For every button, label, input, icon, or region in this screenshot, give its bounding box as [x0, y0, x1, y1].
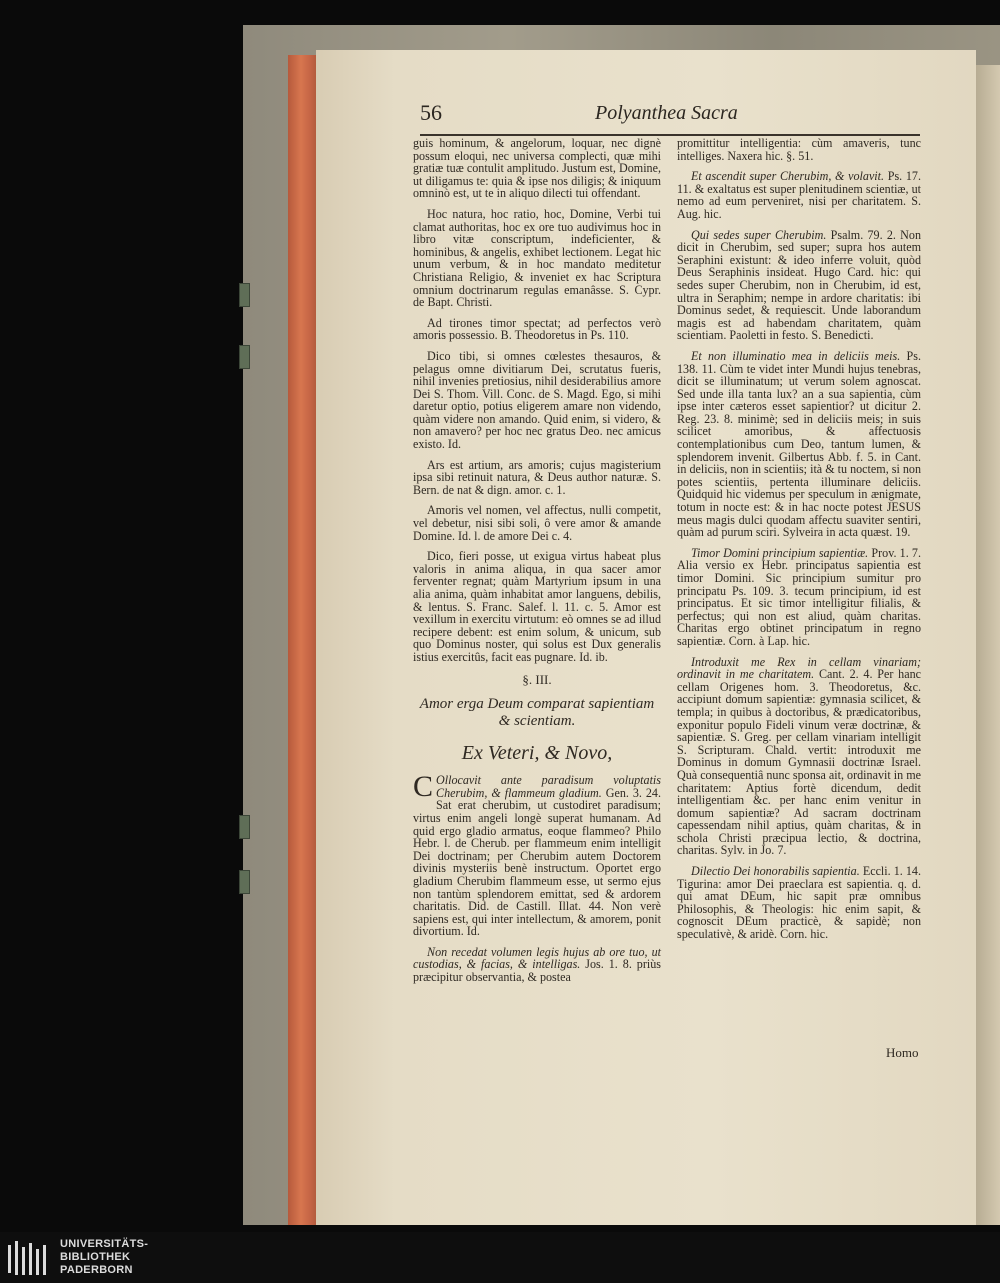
clasp-hinge	[239, 815, 250, 839]
paragraph: promittitur intelligentia: cùm amaveris, tunc intelliges. Naxera hic. §. 51.	[677, 136, 921, 163]
commentary: Ps. 138. 11. Cùm te videt inter Mundi hujus tenebras, dicit se illuminatum; ut verum solem agnoscat. Sed unde illa tanta lux? an a sua sapientia, cùm ipse inter cæteros esset sapientior? ut dicitur 2. Reg. 23. 8. minimè; sed in deliciis meis; in suis scilicet amoribus, & affectuosis contemplationibus cum Deo, tantum lumen, & splendorem invenit. Gilbertus Abb. f. 5. in Cant. in deliciis, non in scientiis; ità & tu noctem, si non potes scientiis, pertenta illuminare deliciis. Quidquid hic videmus per speculum in ænigmate, totum in nocte est: & in hac nocte potest JESUS meus magis dulci quodam affectu suaviter sentiri, quàm ad purum sciri. Sylveira in acta quæst. 19.	[677, 348, 921, 540]
library-logo-icon	[6, 1239, 50, 1279]
scripture-quote: Et ascendit super Cherubim, & volavit.	[691, 169, 885, 184]
clasp-hinge	[239, 345, 250, 369]
paragraph	[677, 865, 921, 941]
paragraph: Dico tibi, si omnes cœlestes thesauros, & pelagus omne divitiarum Dei, scrutatus fueris, nihil invenies pretiosius, nihil desiderabilius amore Dei S. Thom. Vill. Conc. de S. Magd. Ego, si mihi daretur optio, potius eligerem amare non videndo, quàm videre non amando. Quid enim, si videro, & non amavero? per hoc nec gratus Deo. nec amicus existo. Id.	[413, 348, 661, 452]
paragraph	[677, 229, 921, 342]
paragraph: Ars est artium, ars amoris; cujus magisterium ipsa sibi retinuit natura, & Deus author naturæ. S. Bern. de nat & dign. amor. c. 1.	[413, 457, 661, 497]
scripture-quote: Qui sedes super Cherubim.	[691, 227, 827, 242]
paragraph	[677, 547, 921, 648]
paragraph	[677, 170, 921, 220]
paragraph	[677, 350, 921, 539]
library-name-line: BIBLIOTHEK	[60, 1251, 131, 1263]
library-footer	[0, 1232, 1000, 1283]
section-subtitle: Ex Veteri, & Novo,	[461, 742, 613, 765]
facing-page-edge	[976, 65, 1000, 1225]
commentary: Eccli. 1. 14. Tigurina: amor Dei praeclara est sapientia. q. d. qui amat DEum, hic sapit præ omnibus Philosophis, & Theologis: hic enim sapit, & cognoscit DEum practicè, & sapidè; non speculativè, & aridè. Corn. hic.	[677, 864, 921, 942]
paragraph	[413, 946, 661, 984]
paragraph: Dico, fieri posse, ut exigua virtus habeat plus valoris in anima aliqua, in qua sacer amor ferventer regnat; quàm Martyrium ipsum in una alia anima, quàm inhabitat amor languens, debilis, & lentus. S. Franc. Salef. l. 11. c. 5. Amor est vexillum in exercitu virtutum: eò omnes se ad illud recipere debent: est enim solum, & unicum, sub quo Dominus noster, qui solus est Dux generalis istius exercitûs, facit eas pugnare. Id. ib.	[413, 549, 661, 664]
paragraph	[413, 770, 661, 939]
scripture-quote: Ollocavit ante paradisum voluptatis Cherubim, & flammeum gladium.	[436, 773, 661, 800]
commentary: Jos. 1. 8. priùs præcipitur observantia, & postea	[413, 957, 661, 985]
library-name-line: UNIVERSITÄTS-	[60, 1238, 149, 1250]
page-number: 56	[420, 100, 442, 125]
commentary: Prov. 1. 7. Alia versio ex Hebr. principatus sapientia est timor Domini. Sic principium sumitur pro principatu Ps. 109. 3. tecum principium, id est principatus. Et sic timor intelligitur filialis, & perfectus; qui non est aliud, quàm charitas. Charitas ergo obtinet principatum in regno sapientiæ. Corn. à Lap. hic.	[677, 545, 921, 648]
catchword: Homo	[886, 1045, 919, 1060]
scripture-quote: Timor Domini principium sapientiæ.	[691, 545, 869, 560]
right-column	[677, 137, 921, 949]
clasp-hinge	[239, 870, 250, 894]
scripture-quote: Et non illuminatio mea in deliciis meis.	[691, 348, 901, 363]
commentary: Cant. 2. 4. Per hanc cellam Origenes hom. 3. Theodoretus, &c. accipiunt domum sapientiæ: gymnasia scilicet, & templa; in quibus à doctoribus, & prædicatoribus, exponitur populo Fideli vinum veræ doctrinæ, & sapientiæ. S. Greg. per cellam vinariam intelligit S. Scripturam. Chald. vertit: introduxit me Dominus in domum Gymnasii doctrinæ Israel. Quà consequentiâ nunc sponsa ait, ordinavit in me charitatem: Aptius fortè dicendum, dedit intelligentiam &c. per hanc enim venitur in domum sapientiæ? Ad sacram doctrinam capessendam nihil aptius, quàm charitas, & in schola Christi præcipua lectio, & doctrina, charitas. Sylv. in Jo. 7.	[677, 667, 921, 858]
clasp-hinge	[239, 283, 250, 307]
library-name-line: PADERBORN	[60, 1264, 133, 1276]
paragraph: Amoris vel nomen, vel affectus, nulli competit, vel debetur, nisi sibi soli, ô vere amor & amande Domine. Id. l. de amore Dei c. 4.	[413, 503, 661, 543]
section-title: Amor erga Deum comparat sapientiam & scientiam.	[419, 696, 655, 730]
paragraph: Hoc natura, hoc ratio, hoc, Domine, Verbi tui clamat authoritas, hoc ex ore tuo audivimus hoc in libro vitæ conscriptum, indeficienter, & hominibus, & angelis, exhibet lectionem. Legat hic unum verbum, & in hoc mandato meditetur Christiana Religio, & inveniet ex hac Scriptura omnium doctrinarum regulas emanâsse. S. Cypr. de Bapt. Christi.	[413, 206, 661, 310]
section-label: §. III.	[522, 671, 552, 687]
running-title: Polyanthea Sacra	[595, 102, 738, 124]
paragraph	[677, 656, 921, 858]
scripture-quote: Dilectio Dei honorabilis sapientia.	[691, 864, 860, 879]
scripture-quote: Non recedat volumen legis hujus ab ore tuo, ut custodias, & facias, & intelligas.	[413, 944, 661, 972]
commentary: Gen. 3. 24. Sat erat cherubim, ut custodiret paradisum; virtus enim angeli longè superat humanam. Ad quid ergo gladio armatus, eoque flammeo? Philo Hebr. l. de Cherub. per flammeum enim intelligit Dei doctrinam; per Cherubim autem Doctorem divinis mysteriis benè instructum. Oportet ergo gladium Cherubim flammeum esse, ut sermo ejus non tantùm splendorem emittat, sed & ardorem charitatis. Did. de Castill. Illat. 44. Non verè sapiens est, qui inter intellectum, & amorem, ponit divortium. Id.	[413, 785, 661, 939]
commentary: Psalm. 79. 2. Non dicit in Cherubim, sed super; supra hos autem Seraphini existunt: & ideo inferre voluit, quòd Deus Seraphinis insideat. Hugo Card. hic: qui sedes super Cherubim, non in Cherubim, id est, ultra in Seraphim; nempe in ardore charitatis: ibi Dominus sedet, & requiescit. Unde laborandum magis est ad habendam charitatem, quàm scientiam. Paoletti in festo. S. Benedicti.	[677, 227, 921, 343]
drop-capital: C	[413, 770, 434, 804]
paragraph: Ad tirones timor spectat; ad perfectos verò amoris possessio. B. Theodoretus in Ps. 110.	[413, 315, 661, 343]
page-header	[420, 100, 920, 136]
scripture-quote: Introduxit me Rex in cellam vinariam; ordinavit in me charitatem.	[677, 654, 921, 682]
left-column	[413, 137, 661, 992]
paragraph: guis hominum, & angelorum, loquar, nec dignè possum eloqui, nec universa complecti, quæ mihi gratiæ tuæ contulit amplitudo. Justum est, Domine, ut diligamus te: quia & ipse nos diligis; & iniquum omninò est, ut te in aliquo dilecti tui offendant.	[413, 136, 661, 201]
commentary: Ps. 17. 11. & exaltatus est super plenitudinem scientiæ, ut nemo ad eum perveniret, nisi per charitatem. S. Aug. hic.	[677, 169, 922, 221]
